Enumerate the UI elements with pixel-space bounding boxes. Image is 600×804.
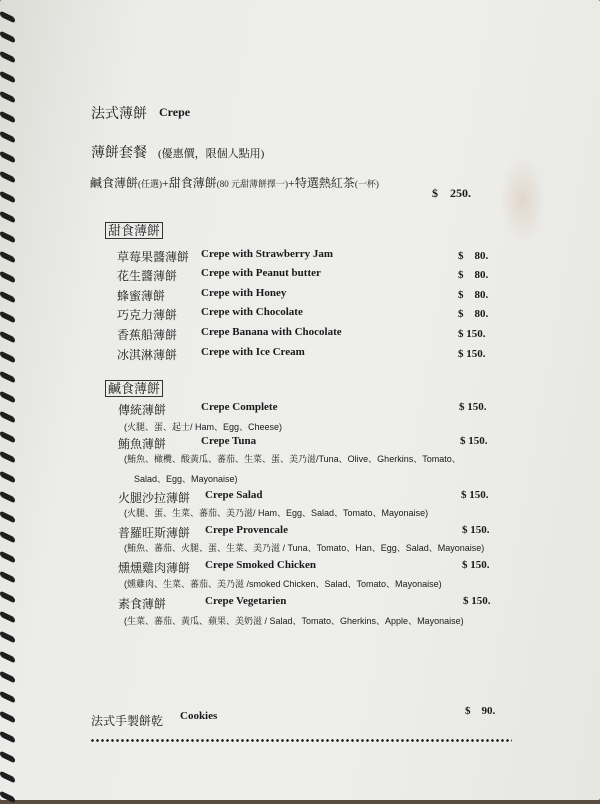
menu-item-price: $ 150. bbox=[462, 524, 490, 536]
menu-item-name-zh: 巧克力薄餅 bbox=[117, 308, 178, 322]
menu-item-name-en: Crepe Tuna bbox=[201, 435, 257, 447]
binding-coil bbox=[0, 11, 15, 24]
binding-coil bbox=[0, 251, 15, 264]
menu-item-price: $ 150. bbox=[458, 348, 486, 360]
menu-item-name-en: Crepe with Honey bbox=[201, 287, 287, 299]
binding-coil bbox=[0, 711, 15, 724]
binding-coil bbox=[0, 651, 15, 664]
cookies-name-zh: 法式手製餅乾 bbox=[91, 714, 164, 728]
menu-item-name-zh: 蜂蜜薄餅 bbox=[117, 289, 166, 303]
binding-coil bbox=[0, 291, 15, 304]
combo-tea: +特選熱紅茶 bbox=[288, 176, 355, 190]
menu-item-name-en: Crepe Complete bbox=[201, 401, 278, 413]
menu-item-name-zh: 普羅旺斯薄餅 bbox=[118, 526, 191, 540]
menu-item-name-en: Crepe with Chocolate bbox=[201, 306, 303, 318]
binding-coil bbox=[0, 611, 15, 624]
menu-item-ingredients: (火腿、蛋、生菜、蕃茄、美乃滋/ Ham、Egg、Salad、Tomato、Mayonaise) bbox=[124, 508, 429, 518]
menu-item-name-zh: 花生醬薄餅 bbox=[117, 269, 178, 283]
binding-coil bbox=[0, 471, 15, 484]
binding-coil bbox=[0, 631, 15, 644]
menu-item-name-en: Crepe Banana with Chocolate bbox=[201, 326, 342, 338]
binding-coil bbox=[0, 371, 15, 384]
set-meal-price: $ 250. bbox=[432, 186, 471, 200]
binding-coil bbox=[0, 571, 15, 584]
menu-item-ingredients: Salad、Egg、Mayonaise) bbox=[134, 474, 238, 484]
menu-item-name-en: Crepe with Peanut butter bbox=[201, 267, 321, 279]
menu-item-name-en: Crepe Vegetarien bbox=[205, 595, 287, 607]
binding-coil bbox=[0, 191, 15, 204]
menu-item-ingredients: (鮪魚、橄欖、酸黃瓜、蕃茄、生菜、蛋、美乃滋/Tuna、Olive、Gherkins、Tomato、 bbox=[124, 454, 461, 464]
binding-coil bbox=[0, 791, 15, 804]
binding-coil bbox=[0, 731, 15, 744]
menu-item-name-zh: 傳統薄餅 bbox=[118, 403, 167, 417]
cookies-price: $ 90. bbox=[465, 705, 496, 717]
menu-item-price: $ 150. bbox=[458, 328, 486, 340]
menu-item-name-en: Crepe with Ice Cream bbox=[201, 346, 305, 358]
menu-item-ingredients: (燻雞肉、生菜、蕃茄、美乃滋 /smoked Chicken、Salad、Tomato、Mayonaise) bbox=[124, 579, 442, 589]
menu-item-price: $ 80. bbox=[458, 289, 489, 301]
menu-item-name-zh: 火腿沙拉薄餅 bbox=[118, 491, 191, 505]
binding-coil bbox=[0, 491, 15, 504]
binding-coil bbox=[0, 171, 15, 184]
binding-coil bbox=[0, 531, 15, 544]
menu-item-name-zh: 草莓果醬薄餅 bbox=[117, 250, 190, 264]
binding-coil bbox=[0, 451, 15, 464]
menu-item-price: $ 80. bbox=[458, 308, 489, 320]
menu-item-name-zh: 燻燻雞肉薄餅 bbox=[118, 561, 191, 575]
binding-coil bbox=[0, 271, 15, 284]
set-meal-title: 薄餅套餐 bbox=[91, 146, 147, 161]
dotted-divider bbox=[90, 739, 512, 742]
binding-coil bbox=[0, 91, 15, 104]
spiral-binding bbox=[0, 0, 18, 800]
menu-item-ingredients: (火腿、蛋、起士/ Ham、Egg、Cheese) bbox=[124, 422, 283, 432]
menu-item-name-en: Crepe with Strawberry Jam bbox=[201, 248, 334, 260]
binding-coil bbox=[0, 31, 15, 44]
combo-sweet: +甜食薄餅 bbox=[162, 176, 217, 190]
binding-coil bbox=[0, 551, 15, 564]
binding-coil bbox=[0, 71, 15, 84]
binding-coil bbox=[0, 151, 15, 164]
binding-coil bbox=[0, 51, 15, 64]
binding-coil bbox=[0, 411, 15, 424]
cookies-name-en: Cookies bbox=[180, 710, 218, 722]
binding-coil bbox=[0, 111, 15, 124]
menu-item-name-zh: 冰淇淋薄餅 bbox=[117, 348, 178, 362]
menu-item-price: $ 150. bbox=[460, 435, 488, 447]
binding-coil bbox=[0, 351, 15, 364]
binding-coil bbox=[0, 311, 15, 324]
menu-item-price: $ 150. bbox=[461, 489, 489, 501]
binding-coil bbox=[0, 331, 15, 344]
combo-savory: 鹹食薄餅 bbox=[90, 176, 139, 190]
section-label-savory: 鹹食薄餅 bbox=[105, 380, 163, 397]
binding-coil bbox=[0, 211, 15, 224]
menu-item-ingredients: (生菜、蕃茄、黃瓜、蘋果、美奶滋 / Salad、Tomato、Gherkins、Apple、Mayonaise) bbox=[124, 616, 464, 626]
binding-coil bbox=[0, 431, 15, 444]
binding-coil bbox=[0, 671, 15, 684]
menu-item-ingredients: (鮪魚、蕃茄、火腿、蛋、生菜、美乃滋 / Tuna、Tomato、Han、Egg、Salad、Mayonaise) bbox=[124, 543, 485, 553]
menu-item-name-en: Crepe Smoked Chicken bbox=[205, 559, 317, 571]
section-label-sweet: 甜食薄餅 bbox=[105, 222, 163, 239]
menu-item-price: $ 80. bbox=[458, 269, 489, 281]
binding-coil bbox=[0, 591, 15, 604]
page-title-en: Crepe bbox=[159, 105, 191, 119]
binding-coil bbox=[0, 231, 15, 244]
menu-item-name-en: Crepe Salad bbox=[205, 489, 263, 501]
page-title-zh: 法式薄餅 bbox=[91, 107, 147, 122]
menu-item-price: $ 150. bbox=[459, 401, 487, 413]
menu-item-name-zh: 鮪魚薄餅 bbox=[118, 437, 167, 451]
binding-coil bbox=[0, 391, 15, 404]
combo-savory-note: (任選) bbox=[138, 179, 163, 189]
combo-sweet-note: (80 元甜薄餅擇一) bbox=[216, 179, 289, 189]
menu-item-name-zh: 香蕉船薄餅 bbox=[117, 328, 178, 342]
binding-coil bbox=[0, 691, 15, 704]
set-meal-note: (優惠價，限個人點用) bbox=[158, 148, 265, 160]
binding-coil bbox=[0, 131, 15, 144]
paper-stain bbox=[500, 155, 545, 245]
menu-item-price: $ 80. bbox=[458, 250, 489, 262]
binding-coil bbox=[0, 751, 15, 764]
menu-item-price: $ 150. bbox=[462, 559, 490, 571]
binding-coil bbox=[0, 771, 15, 784]
menu-item-name-en: Crepe Provencale bbox=[205, 524, 288, 536]
menu-item-price: $ 150. bbox=[463, 595, 491, 607]
binding-coil bbox=[0, 511, 15, 524]
set-meal-combo bbox=[90, 174, 379, 191]
menu-item-name-zh: 素食薄餅 bbox=[118, 597, 167, 611]
combo-tea-note: (一杯) bbox=[354, 179, 379, 189]
